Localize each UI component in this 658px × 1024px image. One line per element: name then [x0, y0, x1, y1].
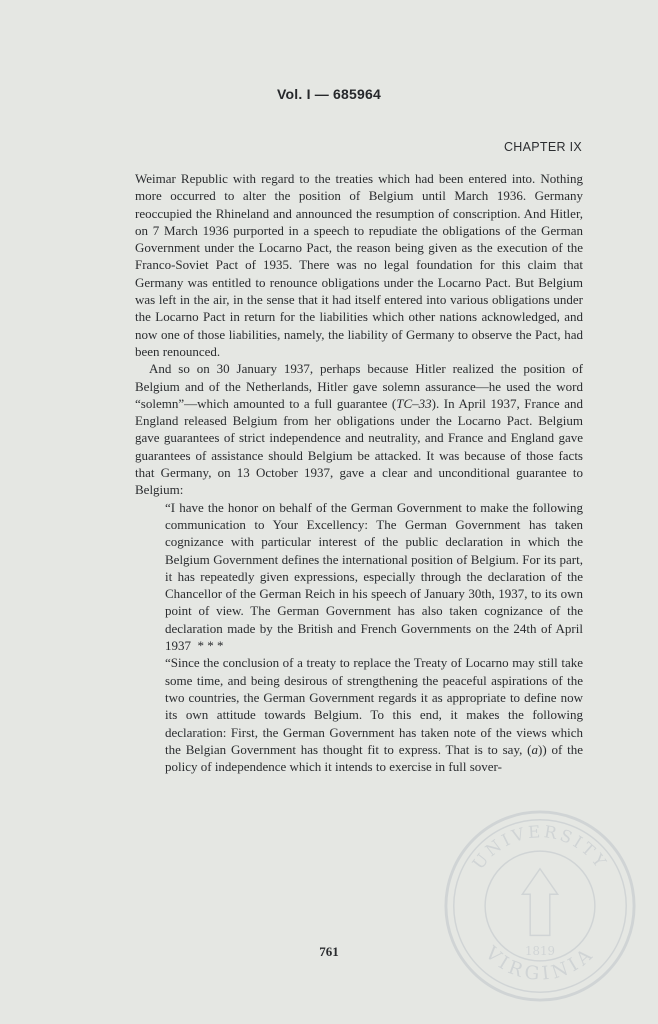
svg-text:UNIVERSITY	[469, 822, 611, 873]
university-seal-watermark	[442, 808, 638, 1004]
page-number: 761	[319, 944, 339, 959]
exhibit-reference: TC–33	[396, 395, 432, 411]
quotation-2-end: )) of the policy of independence which it intends to exercise in full sover-	[165, 741, 584, 775]
ellipsis-stars: * * *	[197, 638, 224, 654]
seal-top-text: UNIVERSITY	[468, 822, 612, 874]
seal-year: 1819	[525, 944, 555, 958]
paragraph-2-start: And so on 30 January 1937, perhaps because Hitler realized the position of Belgium and of the Netherlands, Hitler gave solemn assurance—he used the word “solemn”—which amounted to a full guarantee (	[135, 361, 583, 411]
list-marker: a	[531, 741, 538, 757]
quotation-2-start: “Since the conclusion of a treaty to replace the Treaty of Locarno may still take some time, and being desirous of strengthening the peaceful aspirations of the two countries, the German Government regards it as appropriate to define now its own attitude towards Belgium. To this end, it makes the following declaration: First, the German Government has taken note of the views which the Belgian Government has thought fit to express. That is to say, (	[165, 655, 583, 757]
paragraph-1: Weimar Republic with regard to the treaties which had been entered into. Nothing more occurred to alter the position of Belgium until March 1936. Germany reoccupied the Rhineland and announced the resumption of conscription. And Hitler, on 7 March 1936 purported in a speech to repudiate the obligations of the German Government under the Locarno Pact, the reason being given as the execution of the Franco-Soviet Pact of 1935. There was no legal foundation for this claim that Germany was entitled to renounce obligations under the Locarno Pact. But Belgium was left in the air, in the sense that it had itself entered into various obligations under the Locarno Pact in return for the liabilities which other nations acknowledged, and now one of those liabilities, namely, the liability of Germany to observe the Pact, had been renounced.	[135, 171, 583, 359]
seal-bottom-text: VIRGINIA	[480, 942, 600, 986]
quotation-1-text: “I have the honor on behalf of the German Government to make the following communication to Your Excellency: The German Government has taken cognizance with particular interest of the public declaration in which the Belgium Government defines the international position of Belgium. For its part, it has repeatedly given expressions, especially through the declaration of the Chancellor of the German Reich in his speech of January 30th, 1937, to its own point of view. The German Government has also taken cognizance of the declaration made by the British and French Governments on the 24th of April 1937	[165, 499, 583, 654]
seal-emblem-icon	[522, 869, 557, 936]
quotation-2	[165, 654, 583, 775]
chapter-heading: CHAPTER IX	[503, 140, 582, 154]
volume-header: Vol. I — 685964	[277, 86, 381, 102]
quotation-1	[165, 499, 583, 655]
body-text	[135, 170, 583, 775]
paragraph-2-end: ). In April 1937, France and England released Belgium from her obligations under the Locarno Pact. Belgium gave guarantees of strict independence and neutrality, and France and England gave guarantees of assistance should Belgium be attacked. It was because of those facts that Germany, on 13 October 1937, gave a clear and unconditional guarantee to Belgium:	[135, 395, 583, 498]
paragraph-2	[135, 360, 583, 498]
